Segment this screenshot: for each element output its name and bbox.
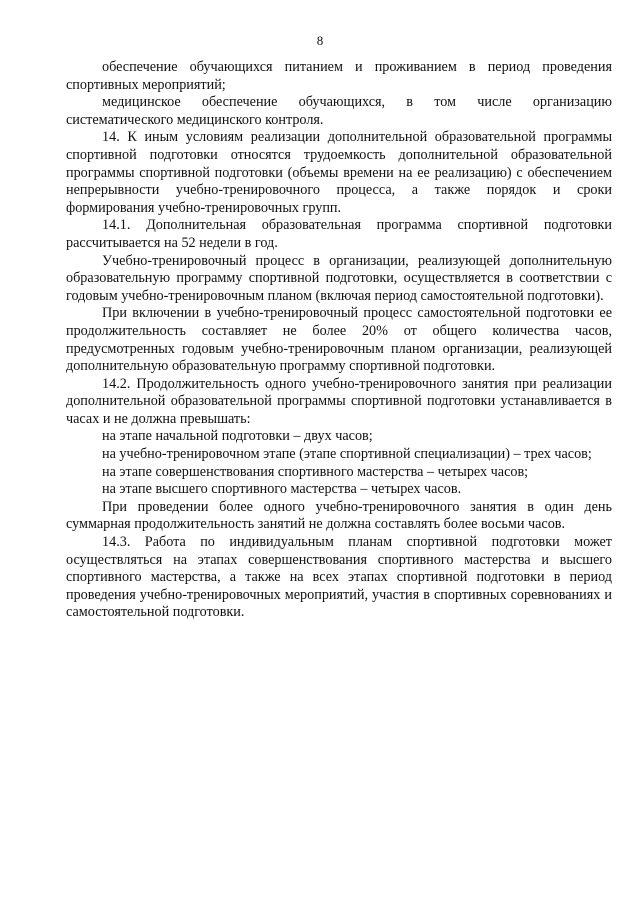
paragraph-daily-limit: При проведении более одного учебно-тренировочного занятия в один день суммарная продолжительность занятий не должна составлять более восьми часов. bbox=[66, 498, 612, 533]
paragraph-section-14-2: 14.2. Продолжительность одного учебно-тренировочного занятия при реализации дополнительной образовательной программы спортивной подготовки устанавливается в часах и не должна превышать: bbox=[66, 375, 612, 427]
paragraph-self-preparation: При включении в учебно-тренировочный процесс самостоятельной подготовки ее продолжительность составляет не более 20% от общего количества часов, предусмотренных годовым учебно-тренировочным планом организации, реализующей дополнительную образовательную программу спортивной подготовки. bbox=[66, 305, 612, 375]
paragraph-medical-support: медицинское обеспечение обучающихся, в том числе организацию систематического медицинского контроля. bbox=[66, 94, 612, 128]
list-item-training-stage: на учебно-тренировочном этапе (этапе спортивной специализации) – трех часов; bbox=[102, 446, 592, 463]
page-number: 8 bbox=[316, 33, 324, 48]
paragraph-section-14: 14. К иным условиям реализации дополнительной образовательной программы спортивной подготовки относятся трудоемкость дополнительной образовательной программы спортивной подготовки (объемы времени на ее реализацию) с обеспечением непрерывности учебно-тренировочного процесса, а также порядок и сроки формирования учебно-тренировочных групп. bbox=[66, 129, 612, 216]
paragraph-meals-accommodation: обеспечение обучающихся питанием и проживанием в период проведения спортивных мероприятий; bbox=[66, 59, 612, 93]
list-item-improvement-stage: на этапе совершенствования спортивного мастерства – четырех часов; bbox=[102, 463, 529, 480]
list-item-higher-mastery-stage: на этапе высшего спортивного мастерства – четырех часов. bbox=[102, 481, 462, 498]
paragraph-section-14-1: 14.1. Дополнительная образовательная программа спортивной подготовки рассчитывается на 52 недели в год. bbox=[66, 217, 612, 251]
paragraph-training-process: Учебно-тренировочный процесс в организации, реализующей дополнительную образовательную программу спортивной подготовки, осуществляется в соответствии с годовым учебно-тренировочным планом (включая период самостоятельной подготовки). bbox=[66, 252, 612, 304]
paragraph-section-14-3: 14.3. Работа по индивидуальным планам спортивной подготовки может осуществляться на этапах совершенствования спортивного мастерства и высшего спортивного мастерства, а также на всех этапах спортивной подготовки в период проведения учебно-тренировочных мероприятий, участия в спортивных соревнованиях и самостоятельной подготовки. bbox=[66, 534, 612, 621]
list-item-initial-stage: на этапе начальной подготовки – двух часов; bbox=[102, 428, 373, 445]
document-body bbox=[66, 59, 612, 622]
